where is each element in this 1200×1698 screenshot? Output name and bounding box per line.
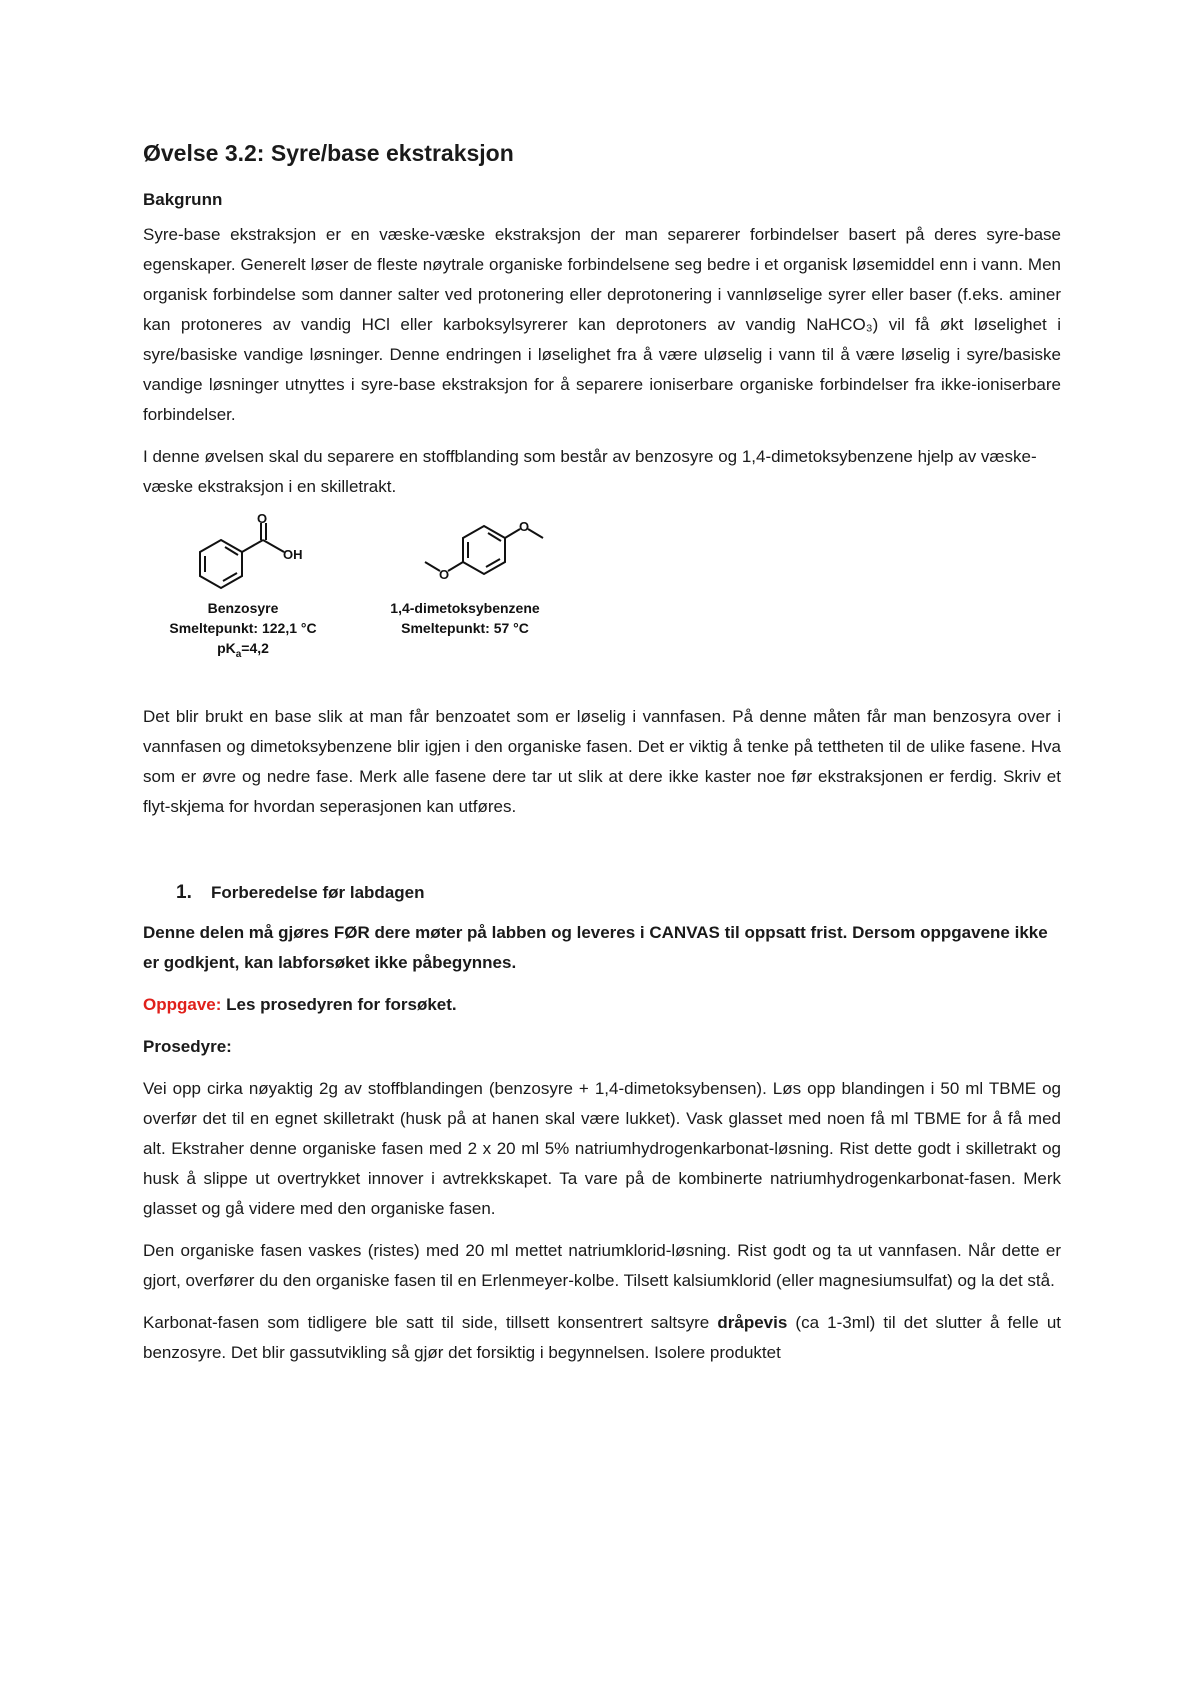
pka-value: =4,2 [241, 639, 269, 656]
chemical-structures [143, 514, 1061, 680]
section-1-notice: Denne delen må gjøres FØR dere møter på labben og leveres i CANVAS til oppsatt frist. Dersom oppgavene ikke er godkjent, kan labforsøket ikke påbegynnes. [143, 922, 1048, 972]
procedure-3-part-a: Karbonat-fasen som tidligere ble satt til side, tillsett konsentrert saltsyre [143, 1312, 718, 1332]
task-text: Les prosedyren for forsøket. [221, 994, 457, 1014]
dimethoxybenzene-melting-point: Smeltepunkt: 57 °C [401, 619, 529, 636]
section-1-number: 1. [176, 881, 192, 903]
dimethoxy-o-label-top: O [519, 518, 530, 534]
procedure-paragraph-3 [143, 1308, 1061, 1368]
benzoic-acid-pka [143, 638, 343, 665]
benzoic-acid-name: Benzosyre [207, 599, 279, 616]
dimethoxybenzene-name: 1,4-dimetoksybenzene [390, 599, 540, 616]
benzoic-acid-oh-label: OH [283, 546, 303, 562]
dimethoxybenzene-caption [365, 598, 565, 638]
procedure-3-bold: dråpevis [717, 1312, 788, 1332]
task-line [143, 990, 1061, 1020]
procedure-paragraph-1: Vei opp cirka nøyaktig 2g av stoffblandingen (benzosyre + 1,4-dimetoksybensen). Løs opp blandingen i 50 ml TBME og overfør det til en egnet skilletrakt (husk på at hanen skal være lukket). Vask glasset med noen få ml TBME for å få med alt. Ekstraher denne organiske fasen med 2 x 20 ml 5% natriumhydrogenkarbonat-løsning. Rist dette godt i skilletrakt og husk å slippe ut overtrykket innover i avtrekkskapet. Ta vare på de kombinerte natriumhydrogenkarbonat-fasen. Merk glasset og gå videre med den organiske fasen. [143, 1078, 1061, 1218]
benzoic-acid-caption [143, 598, 343, 665]
document-page [143, 140, 1061, 1380]
pka-prefix: pK [217, 639, 236, 656]
background-paragraph-3: Det blir brukt en base slik at man får benzoatet som er løselig i vannfasen. På denne måten får man benzosyra over i vannfasen og dimetoksybenzene blir igjen i den organiske fasen. Det er viktig å tenke på tettheten til de ulike fasene. Hva som er øvre og nedre fase. Merk alle fasene dere tar ut slik at dere ikke kaster noe før ekstraksjonen er ferdig. Skriv et flyt-skjema for hvordan seperasjonen kan utføres. [143, 706, 1061, 816]
procedure-3-part-b: (ca 1-3ml) til det slutter å felle ut benzosyre. Det blir gassutvikling så gjør det forsiktig i begynnelsen. Isolere produktet [143, 1312, 1061, 1362]
pka-subscript: a [235, 648, 242, 660]
task-label: Oppgave: [143, 994, 222, 1014]
background-heading: Bakgrunn [143, 189, 223, 209]
benzoic-acid-structure-icon [187, 514, 337, 594]
procedure-heading: Prosedyre: [143, 1036, 232, 1056]
background-paragraph-2: I denne øvelsen skal du separere en stoffblanding som består av benzosyre og 1,4-dimetoksybenzene hjelp av væske-væske ekstraksjon i en skilletrakt. [143, 446, 1037, 496]
procedure-paragraph-2: Den organiske fasen vaskes (ristes) med 20 ml mettet natriumklorid-løsning. Rist godt og ta ut vannfasen. Når dette er gjort, overfører du den organiske fasen til en Erlenmeyer-kolbe. Tilsett kalsiumklorid (eller magnesiumsulfat) og la det stå. [143, 1240, 1061, 1290]
background-paragraph-1: Syre-base ekstraksjon er en væske-væske ekstraksjon der man separerer forbindelser basert på deres syre-base egenskaper. Generelt løser de fleste nøytrale organiske forbindelsene seg bedre i et organisk løsemiddel enn i vann. Men organisk forbindelse som danner salter ved protonering eller deprotonering i vannløselige syrer eller baser (f.eks. aminer kan protoneres av vandig HCl eller karboksylsyrerer kan deprotoners av vandig NaHCO₃) vil få økt løselighet i syre/basiske vandige løsninger. Denne endringen i løselighet fra å være uløselig i vann til å være løselig i syre/basiske vandige løsninger utnyttes i syre-base ekstraksjon for å separere ioniserbare organiske forbindelser fra ikke-ioniserbare forbindelser. [143, 224, 1061, 424]
dimethoxybenzene-structure-icon [409, 514, 559, 594]
section-1-title: Forberedelse før labdagen [211, 882, 425, 902]
section-1-heading [143, 882, 1061, 904]
page-title: Øvelse 3.2: Syre/base ekstraksjon [143, 140, 514, 166]
dimethoxy-o-label-bottom: O [439, 566, 450, 582]
benzoic-acid-o-label: O [257, 513, 268, 526]
benzoic-acid-melting-point: Smeltepunkt: 122,1 °C [169, 619, 317, 636]
